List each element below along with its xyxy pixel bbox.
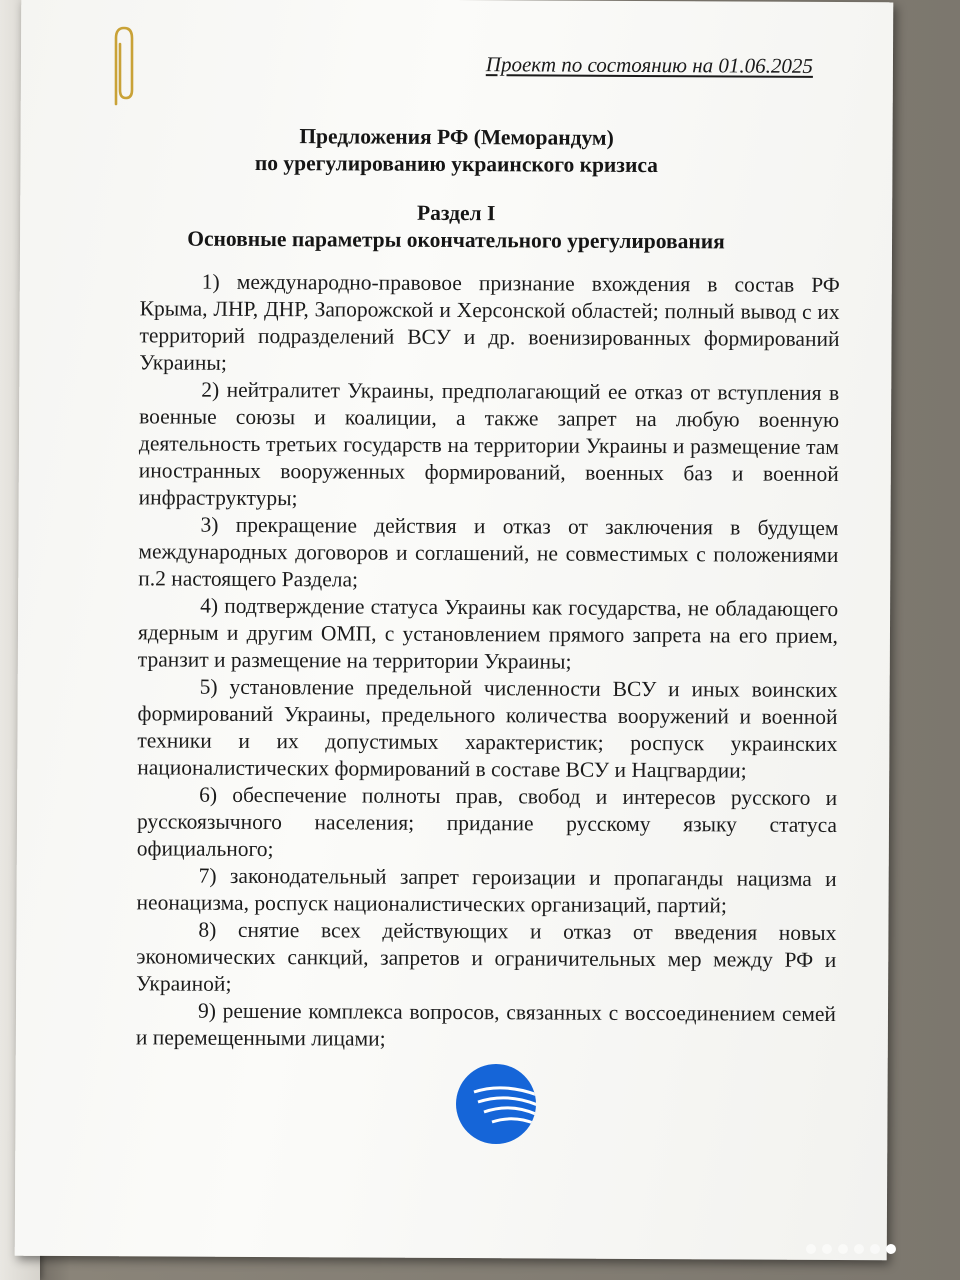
pager-dot-active[interactable] (886, 1244, 896, 1254)
paperclip-icon (108, 24, 138, 110)
list-item: 5) установление предельной численности ВСУ и иных воинских формирований Украины, предельного количества вооружений и военной техники и их допустимых характеристик; роспуск украинских националистических формирований в составе ВСУ и Нацгвардии; (137, 674, 838, 783)
pager-dot[interactable] (870, 1244, 880, 1254)
section-title: Основные параметры окончательного урегулирования (187, 226, 725, 254)
list-item: 9) решение комплекса вопросов, связанных с воссоединением семей и перемещенными лицами; (135, 998, 837, 1051)
title-line-1: Предложения РФ (Меморандум) (299, 124, 614, 150)
pager-dot[interactable] (838, 1244, 848, 1254)
pager-dot[interactable] (822, 1244, 832, 1254)
globe-watermark-icon (454, 1062, 538, 1146)
pager-dot[interactable] (854, 1244, 864, 1254)
list-item: 4) подтверждение статуса Украины как государства, не обладающего ядерным и другим ОМП, с установлением прямого запрета на его прием, транзит и размещение на территории Украины; (137, 593, 839, 674)
section-heading (20, 198, 892, 257)
list-item: 1) международно-правовое признание вхождения в состав РФ Крыма, ЛНР, ДНР, Запорожской и Херсонской областей; полный вывод с их территорий подразделений ВСУ и др. военизированных формирований Украины; (139, 269, 840, 375)
section-label: Раздел I (416, 200, 496, 226)
project-status: Проект по состоянию на 01.06.2025 (485, 52, 814, 78)
list-item: 8) снятие всех действующих и отказ от введения новых экономических санкций, запретов и ограничительных мер между РФ и Украиной; (136, 917, 837, 996)
title-line-2: по урегулированию украинского кризиса (254, 150, 658, 178)
image-pager[interactable] (806, 1244, 896, 1254)
list-item: 2) нейтралитет Украины, предполагающий ее отказ от вступления в военные союзы и коалиции, а также запрет на любую военную деятельность третьих государств на территории Украины и размещение там иностранных вооруженных формирований, военных баз и военной инфраструктуры; (138, 377, 840, 511)
pager-dot[interactable] (806, 1244, 816, 1254)
document-body (136, 268, 840, 1055)
list-item: 7) законодательный запрет героизации и пропаганды нацизма и неонацизма, роспуск националистических организаций, партий; (136, 863, 837, 918)
list-item: 6) обеспечение полноты прав, свобод и интересов русского и русскоязычного населения; придание русскому языку статуса официального; (136, 782, 838, 862)
list-item: 3) прекращение действия и отказ от заключения в будущем международных договоров и соглашений, не совместимых с положениями п.2 настоящего Раздела; (138, 512, 839, 592)
document-title (20, 122, 892, 181)
